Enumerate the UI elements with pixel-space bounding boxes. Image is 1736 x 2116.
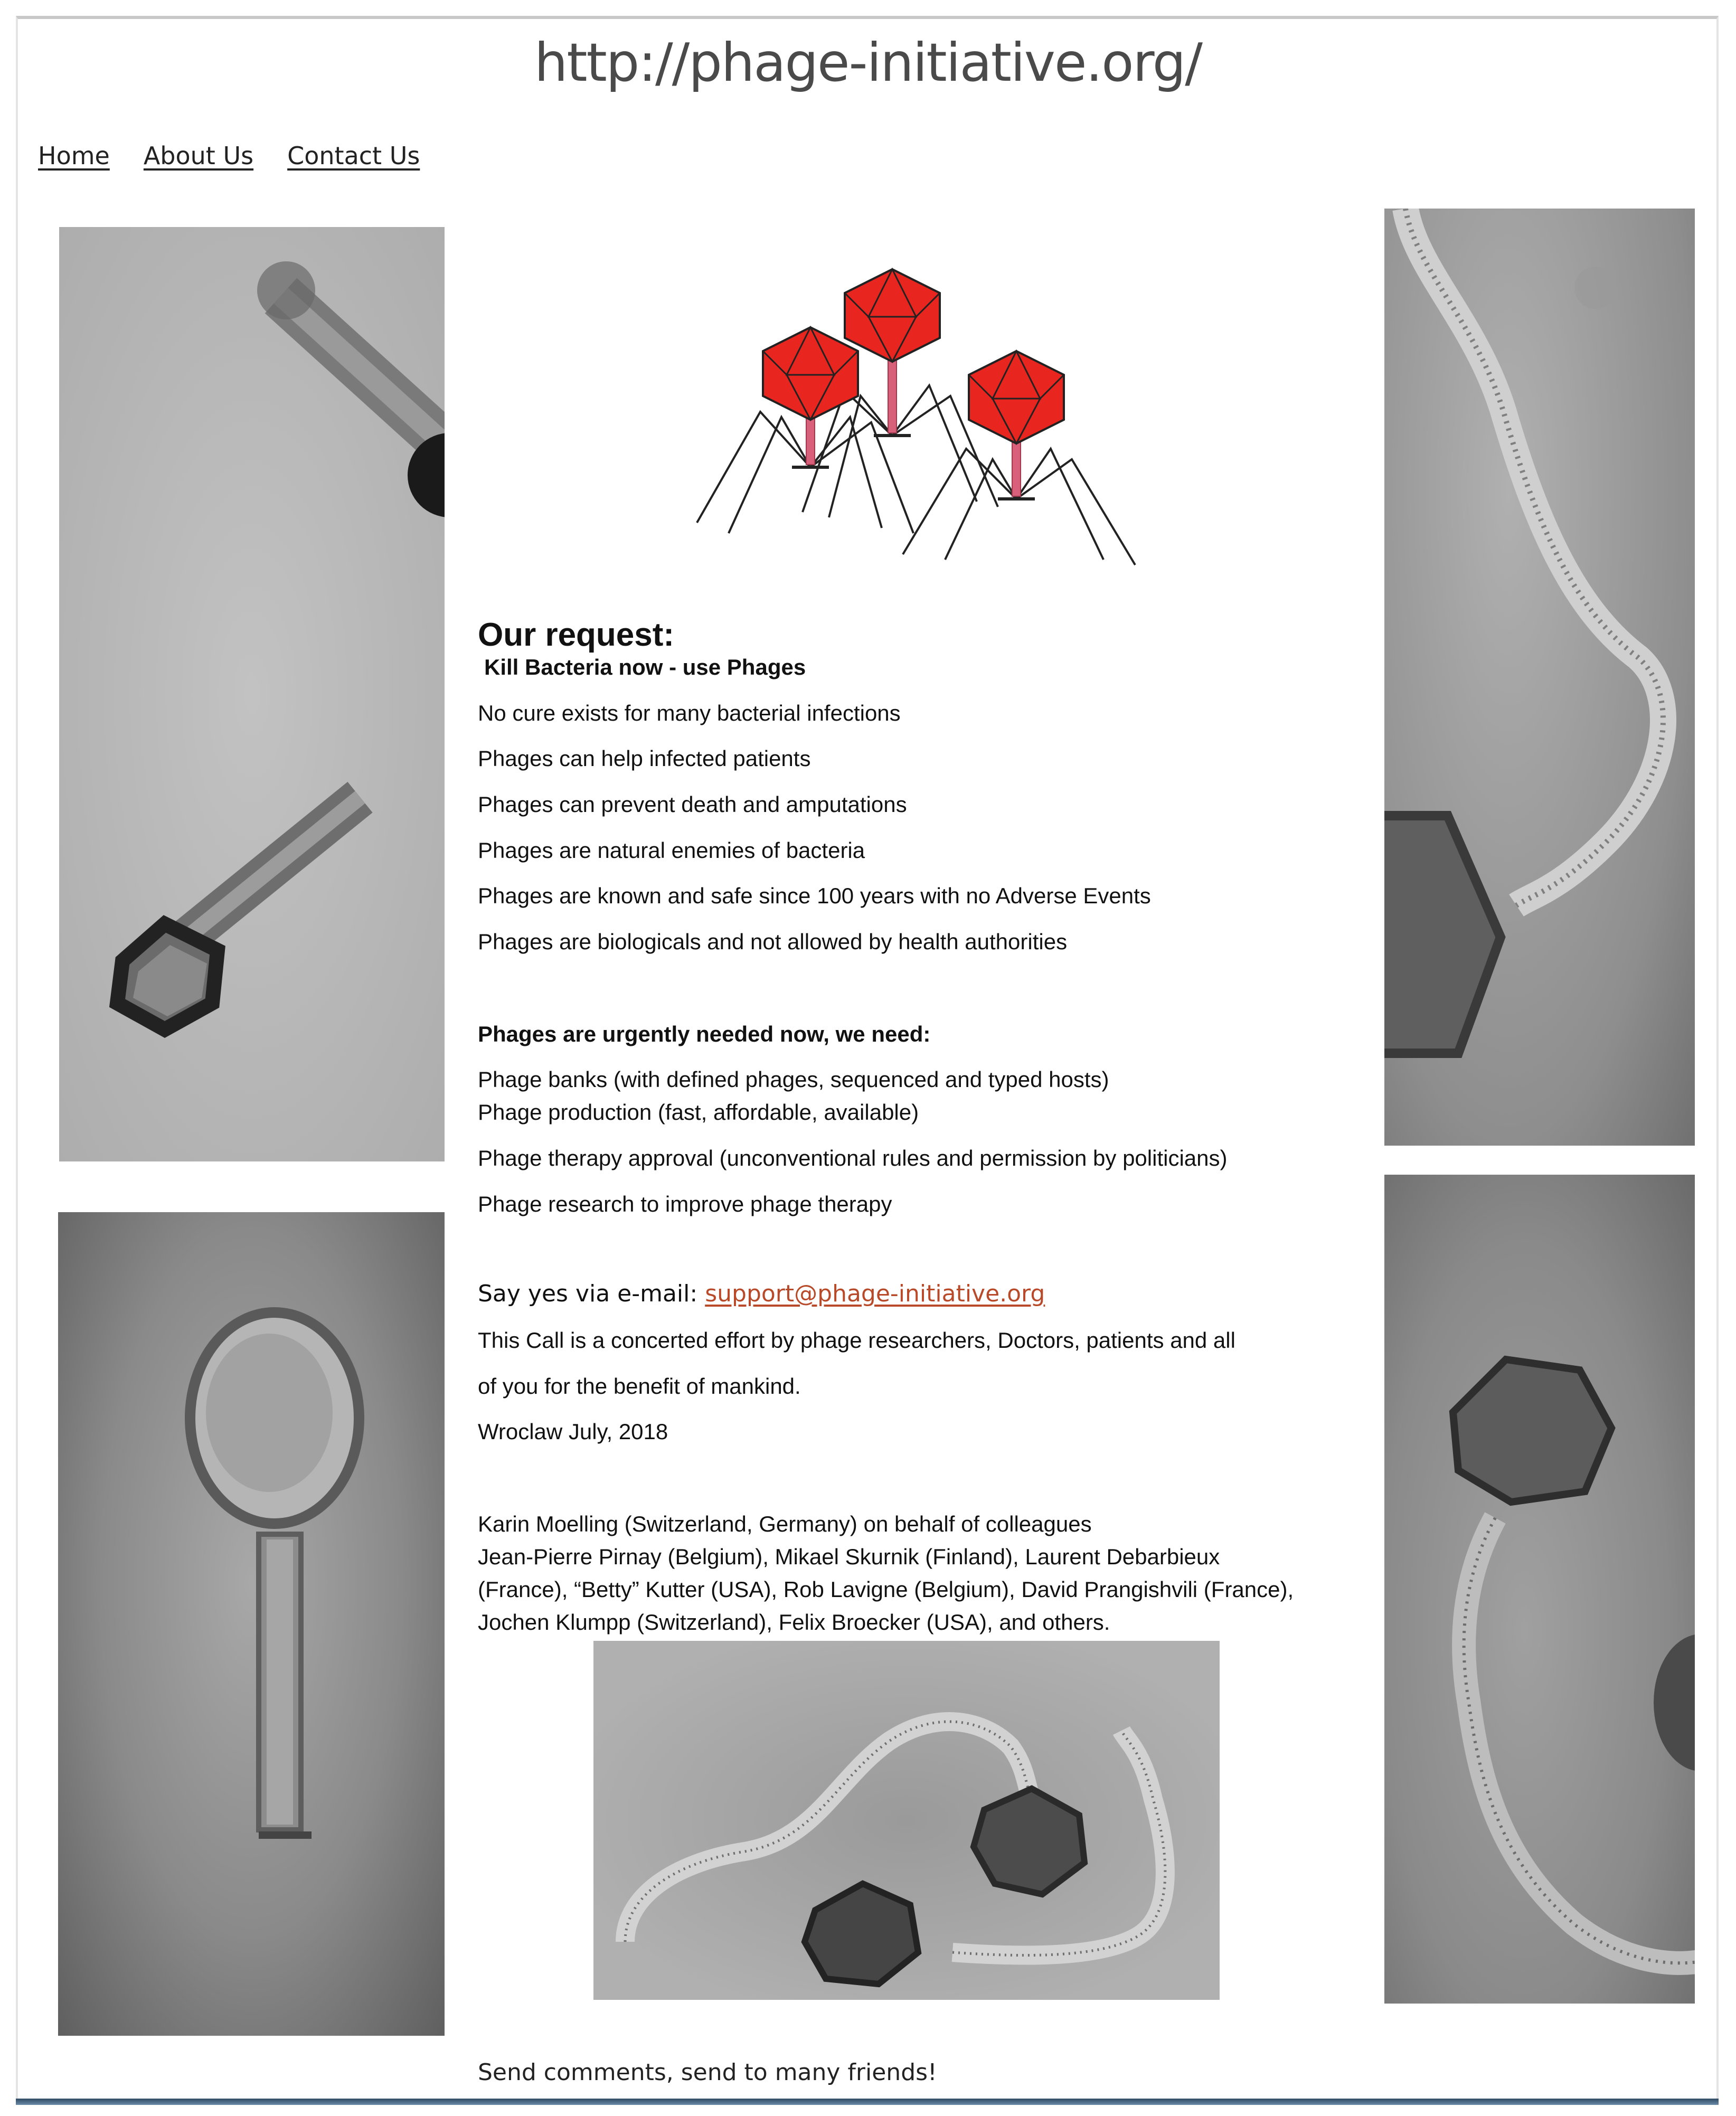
- phage-micrograph-left-bottom: [58, 1212, 445, 2036]
- footer-text: Send comments, send to many friends!: [478, 2059, 937, 2086]
- phage-micrograph-center-bottom: [593, 1641, 1220, 2000]
- signatory-line: (France), “Betty” Kutter (USA), Rob Lavigne (Belgium), David Prangishvili (France),: [478, 1577, 1294, 1602]
- phage-micrograph-right-top: [1384, 209, 1695, 1146]
- signatory-line: Jochen Klumpp (Switzerland), Felix Broecker (USA), and others.: [478, 1610, 1110, 1635]
- signatory-line: Karin Moelling (Switzerland, Germany) on behalf of colleagues: [478, 1512, 1092, 1536]
- request-heading: Our request:: [478, 616, 675, 653]
- site-url-title: http://phage-initiative.org/: [534, 32, 1202, 93]
- main-nav: [38, 141, 420, 170]
- nav-contact-link[interactable]: Contact Us: [287, 141, 420, 170]
- say-yes-line: [478, 1280, 1045, 1307]
- request-subheading: Kill Bacteria now - use Phages: [484, 655, 806, 679]
- request-point: Phages are natural enemies of bacteria: [478, 838, 865, 863]
- signatory-line: Jean-Pierre Pirnay (Belgium), Mikael Skurnik (Finland), Laurent Debarbieux: [478, 1544, 1220, 1569]
- request-point: No cure exists for many bacterial infections: [478, 701, 901, 725]
- phage-logo-illustration: [681, 259, 1146, 575]
- nav-about-link[interactable]: About Us: [143, 141, 254, 170]
- phage-micrograph-left-top: [59, 227, 445, 1161]
- needs-item: Phage production (fast, affordable, available): [478, 1100, 919, 1125]
- phage-micrograph-right-bottom: [1384, 1175, 1695, 2004]
- call-text-line-1: This Call is a concerted effort by phage researchers, Doctors, patients and all: [478, 1328, 1235, 1353]
- place-date: Wroclaw July, 2018: [478, 1419, 668, 1444]
- needs-item: Phage banks (with defined phages, sequenced and typed hosts): [478, 1067, 1109, 1092]
- request-point: Phages are biologicals and not allowed by health authorities: [478, 929, 1068, 954]
- needs-item: Phage therapy approval (unconventional rules and permission by politicians): [478, 1146, 1228, 1170]
- request-point: Phages can prevent death and amputations: [478, 792, 907, 817]
- needs-heading: Phages are urgently needed now, we need:: [478, 1022, 931, 1046]
- request-point: Phages can help infected patients: [478, 746, 811, 771]
- nav-home-link[interactable]: Home: [38, 141, 110, 170]
- request-point: Phages are known and safe since 100 years with no Adverse Events: [478, 883, 1151, 908]
- window-bottom-bar: [16, 2099, 1719, 2105]
- support-email-link[interactable]: support@phage-initiative.org: [705, 1280, 1045, 1307]
- needs-item: Phage research to improve phage therapy: [478, 1192, 892, 1216]
- say-yes-label: Say yes via e-mail:: [478, 1280, 698, 1307]
- call-text-line-2: of you for the benefit of mankind.: [478, 1374, 801, 1399]
